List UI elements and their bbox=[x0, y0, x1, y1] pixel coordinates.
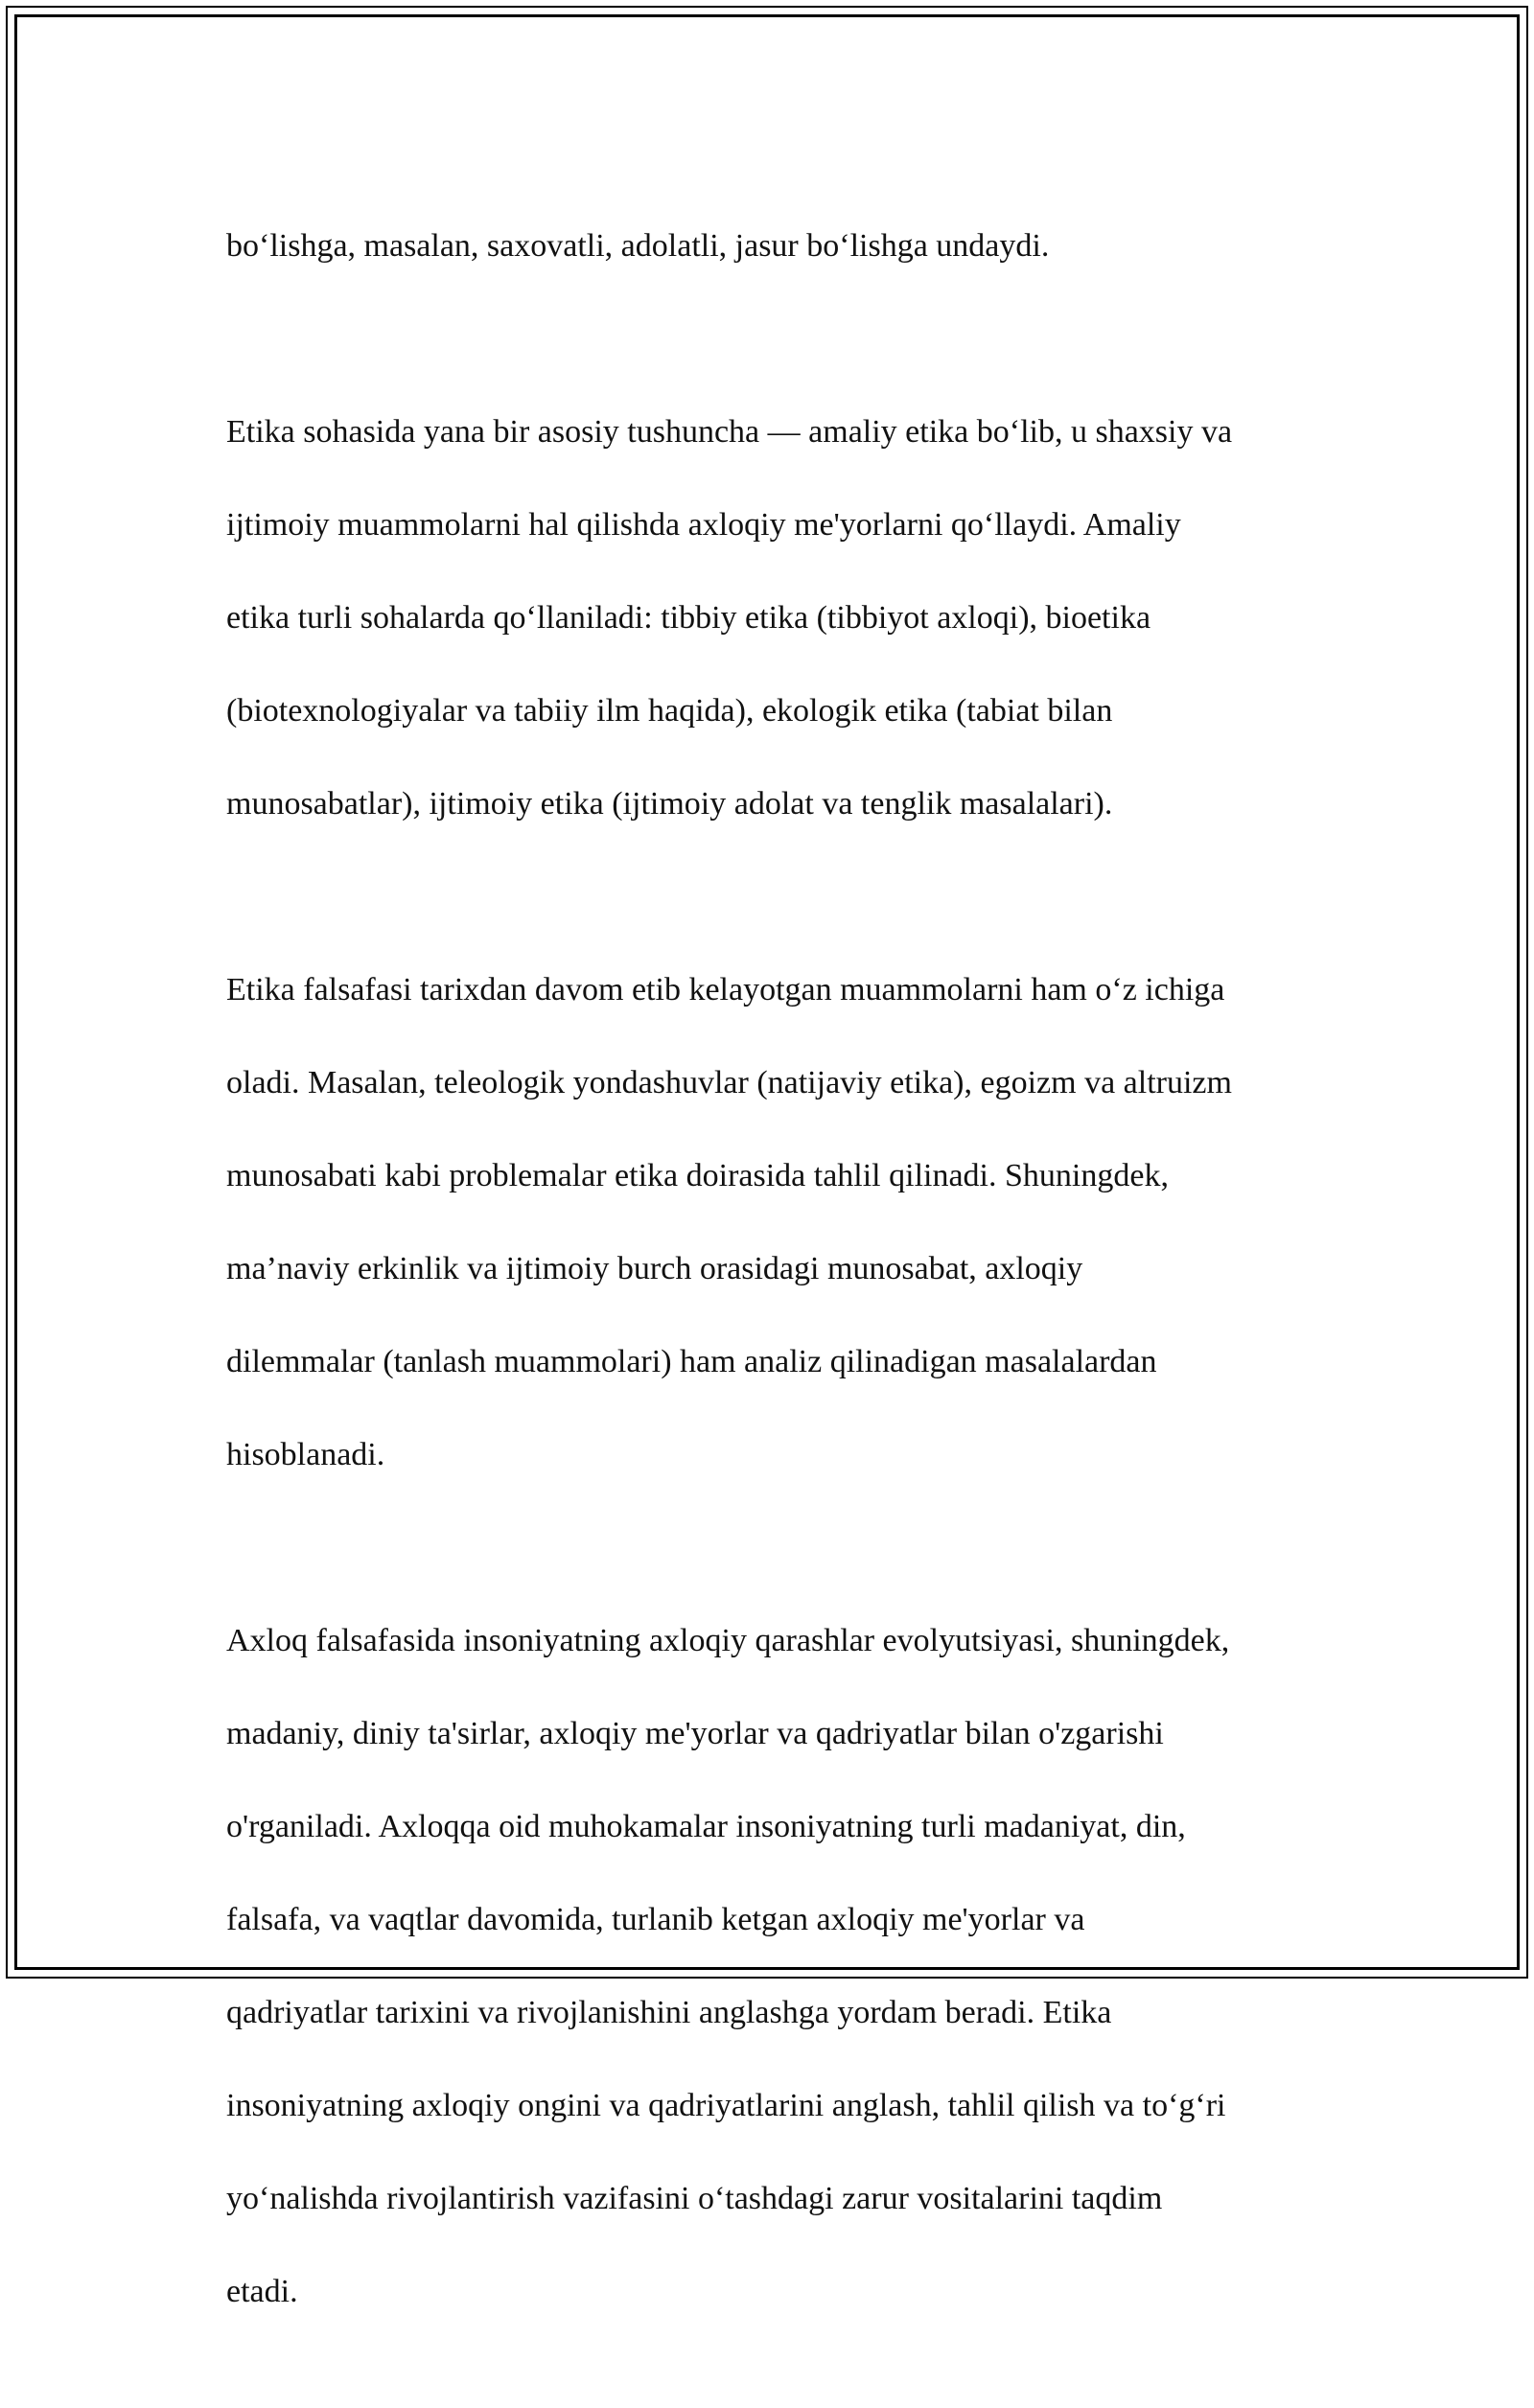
text-line: ijtimoiy muammolarni hal qilishda axloqiy me'yorlarni qo‘llaydi. Amaliy bbox=[226, 506, 1181, 543]
text-line: dilemmalar (tanlash muammolari) ham analiz qilinadigan masalalardan bbox=[226, 1343, 1157, 1379]
text-line: insoniyatning axloqiy ongini va qadriyatlarini anglash, tahlil qilish va to‘g‘ri bbox=[226, 2087, 1226, 2123]
text-line: etika turli sohalarda qo‘llaniladi: tibbiy etika (tibbiyot axloqi), bioetika bbox=[226, 599, 1151, 636]
paragraph-1 bbox=[226, 176, 1329, 316]
paragraph-2 bbox=[226, 362, 1329, 874]
text-line: qadriyatlar tarixini va rivojlanishini anglashga yordam beradi. Etika bbox=[226, 1994, 1112, 2030]
text-line: (biotexnologiyalar va tabiiy ilm haqida), ekologik etika (tabiat bilan bbox=[226, 692, 1113, 729]
paragraph-4 bbox=[226, 1571, 1329, 2362]
text-line: Etika sohasida yana bir asosiy tushuncha — amaliy etika bo‘lib, u shaxsiy va bbox=[226, 413, 1233, 450]
text-line: o'rganiladi. Axloqqa oid muhokamalar insoniyatning turli madaniyat, din, bbox=[226, 1808, 1186, 1844]
text-line: oladi. Masalan, teleologik yondashuvlar (natijaviy etika), egoizm va altruizm bbox=[226, 1064, 1232, 1100]
text-line: madaniy, diniy ta'sirlar, axloqiy me'yorlar va qadriyatlar bilan o'zgarishi bbox=[226, 1715, 1164, 1751]
text-line: munosabatlar), ijtimoiy etika (ijtimoiy adolat va tenglik masalalari). bbox=[226, 785, 1113, 822]
text-line: yo‘nalishda rivojlantirish vazifasini o‘tashdagi zarur vositalarini taqdim bbox=[226, 2180, 1163, 2216]
text-line: hisoblanadi. bbox=[226, 1436, 385, 1472]
text-line: ma’naviy erkinlik va ijtimoiy burch orasidagi munosabat, axloqiy bbox=[226, 1250, 1083, 1286]
paragraph-3 bbox=[226, 920, 1329, 1525]
text-line: munosabati kabi problemalar etika doirasida tahlil qilinadi. Shuningdek, bbox=[226, 1157, 1169, 1193]
text-line: Axloq falsafasida insoniyatning axloqiy qarashlar evolyutsiyasi, shuningdek, bbox=[226, 1622, 1230, 1658]
text-line: falsafa, va vaqtlar davomida, turlanib ketgan axloqiy me'yorlar va bbox=[226, 1901, 1085, 1937]
text-line: Etika falsafasi tarixdan davom etib kelayotgan muammolarni ham o‘z ichiga bbox=[226, 971, 1225, 1007]
text-line: etadi. bbox=[226, 2273, 298, 2309]
text-line: bo‘lishga, masalan, saxovatli, adolatli, jasur bo‘lishga undaydi. bbox=[226, 227, 1050, 264]
document-body bbox=[226, 176, 1329, 2408]
